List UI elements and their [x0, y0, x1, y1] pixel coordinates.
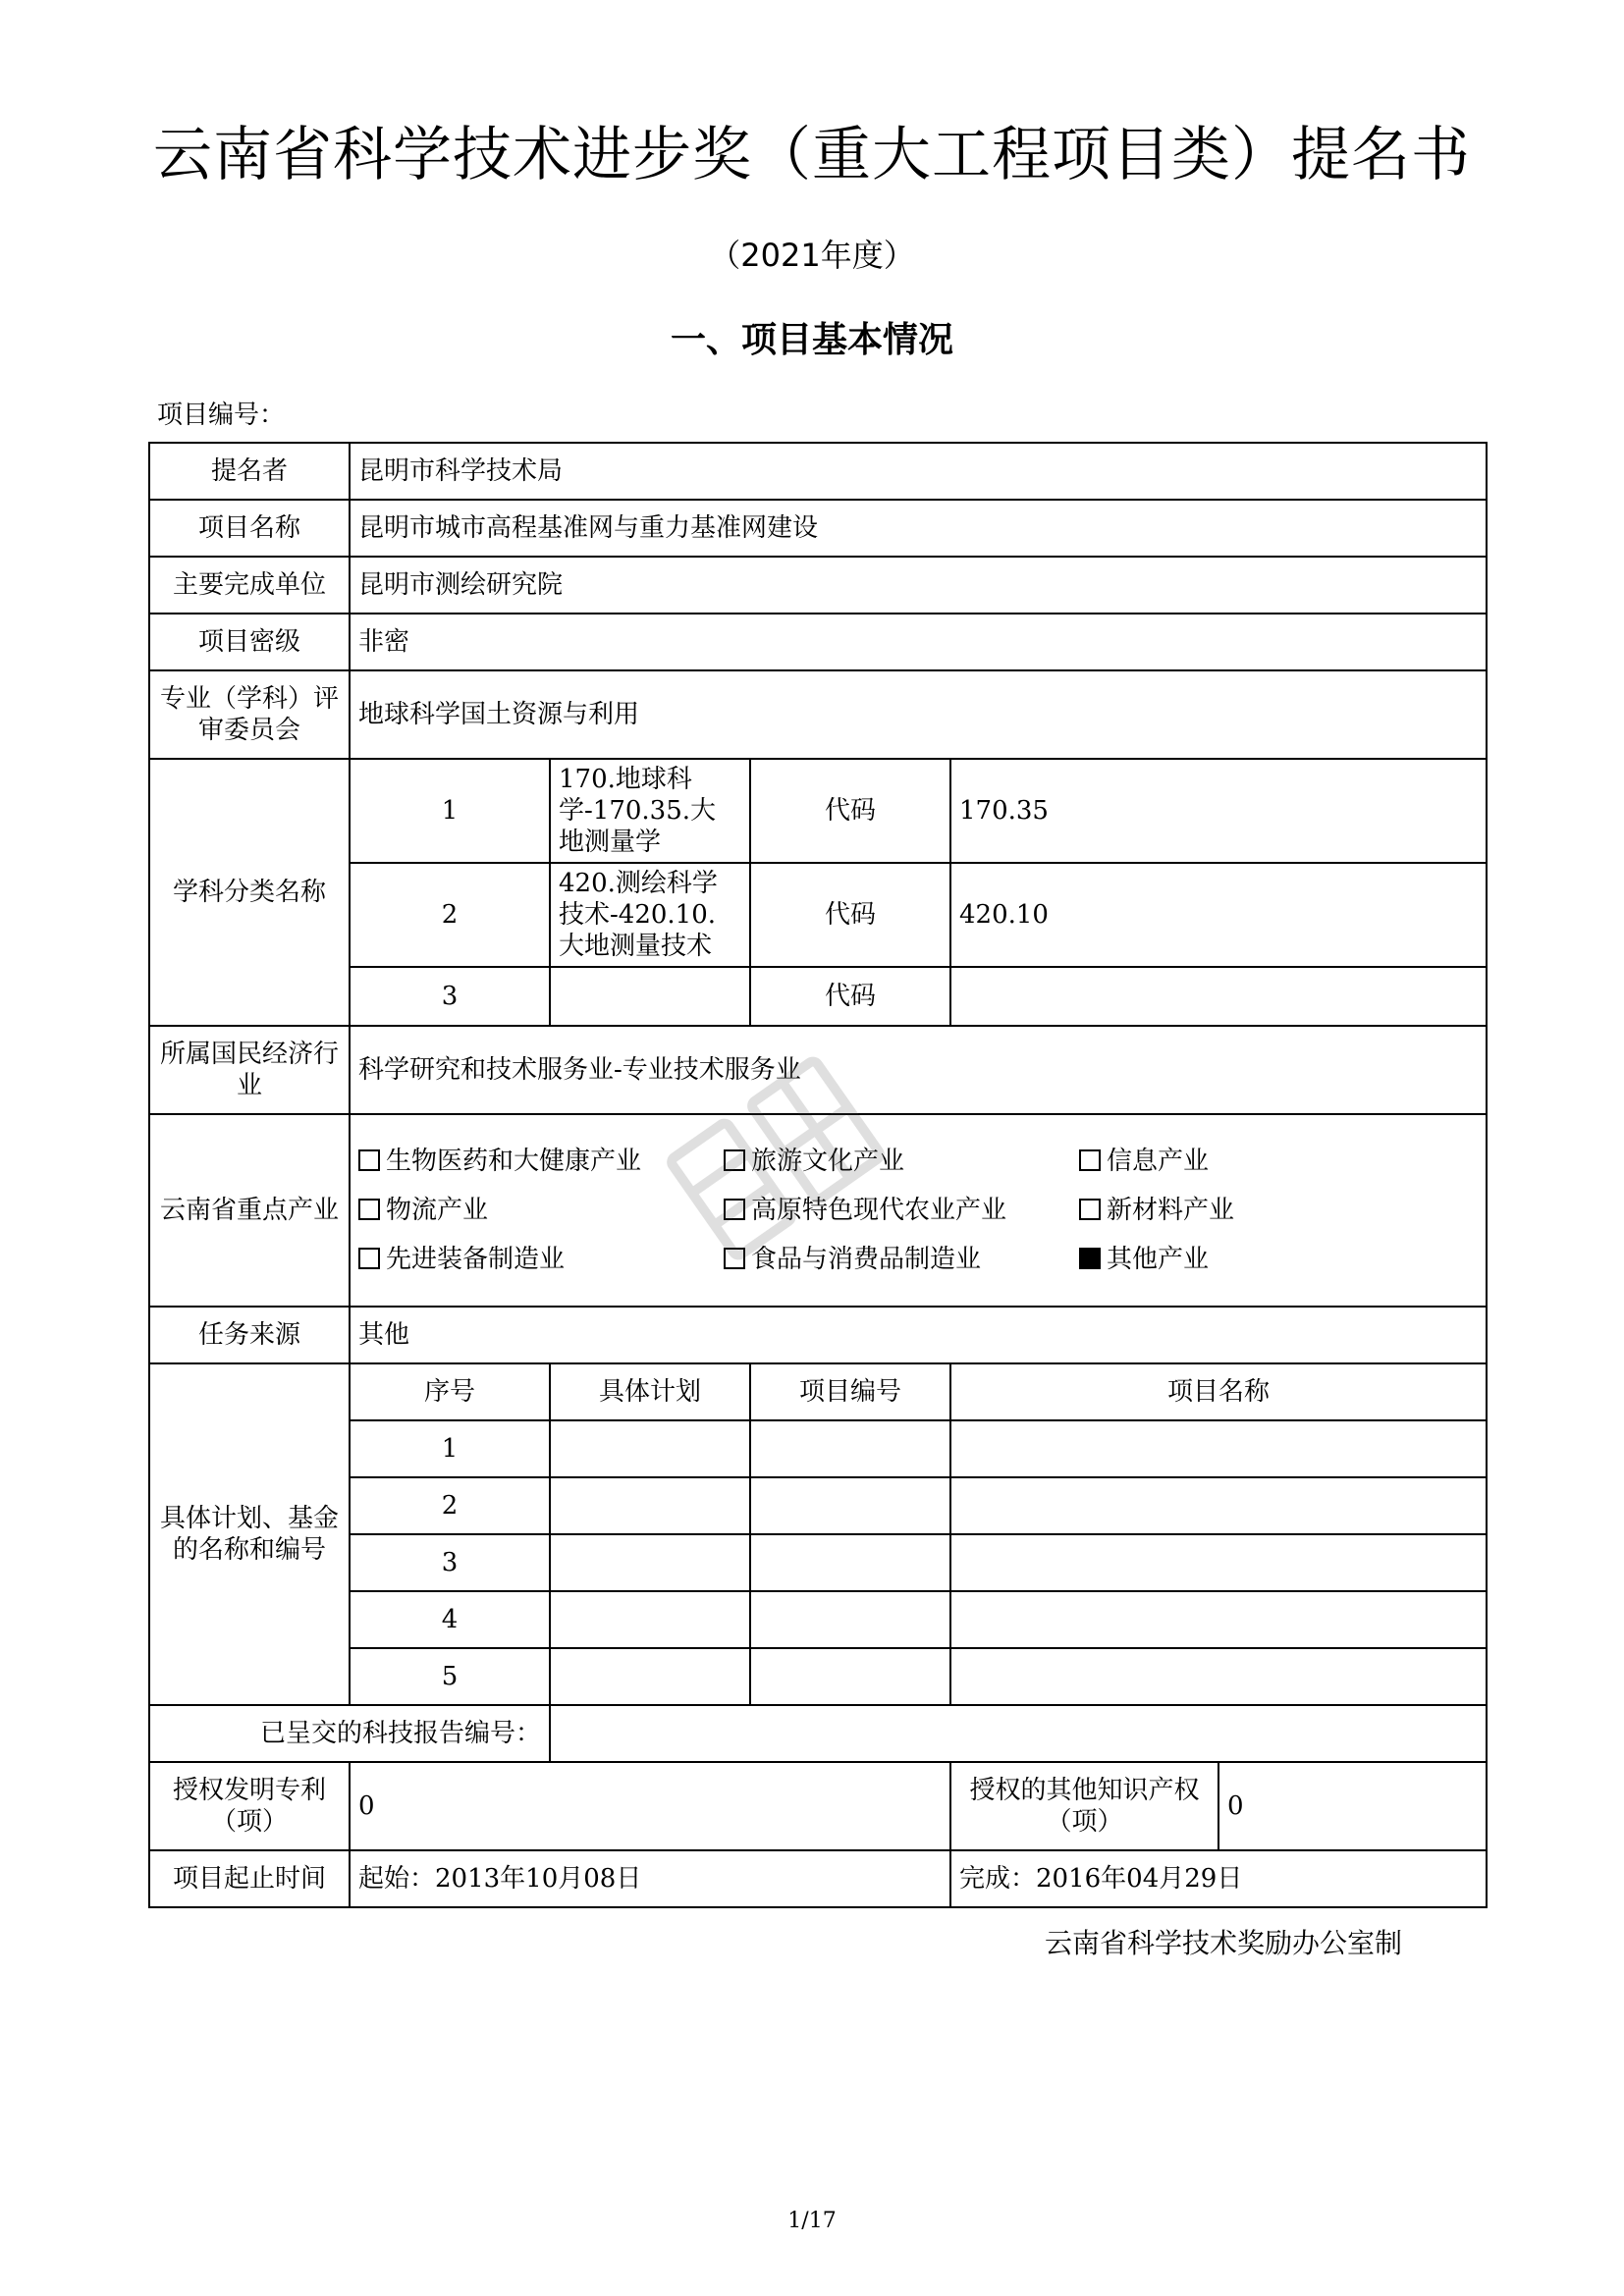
- discipline-name: 420.测绘科学技术-420.10.大地测量技术: [550, 863, 750, 967]
- committee-value: 地球科学国土资源与利用: [350, 670, 1487, 759]
- period-label: 项目起止时间: [149, 1850, 350, 1907]
- page-number: 1/17: [787, 2209, 837, 2233]
- discipline-code: 170.35: [950, 759, 1487, 863]
- plans-header-row: [149, 1363, 1487, 1420]
- project-number-label: 项目编号：: [157, 400, 286, 430]
- plans-row: [149, 1591, 1487, 1648]
- industry-label: 所属国民经济行业: [149, 1026, 350, 1114]
- committee-label: 专业（学科）评审委员会: [149, 670, 350, 759]
- plan-no: 4: [350, 1591, 550, 1648]
- row-main-unit: [149, 557, 1487, 614]
- industry-option[interactable]: 物流产业: [358, 1195, 724, 1226]
- task-source-label: 任务来源: [149, 1307, 350, 1363]
- checkbox-icon: [724, 1199, 745, 1220]
- row-nominator: [149, 443, 1487, 500]
- row-industry: [149, 1026, 1487, 1114]
- report-value: [550, 1705, 1487, 1762]
- checkbox-icon: [358, 1199, 380, 1220]
- document-title: 云南省科学技术进步奖（重大工程项目类）提名书: [153, 121, 1471, 189]
- discipline-code-label: 代码: [750, 863, 950, 967]
- discipline-code-label: 代码: [750, 967, 950, 1026]
- plan-no: 1: [350, 1420, 550, 1477]
- document-year: （2021年度）: [709, 237, 915, 274]
- row-task-source: [149, 1307, 1487, 1363]
- plan-project-name: [950, 1648, 1487, 1705]
- section-title: 一、项目基本情况: [670, 320, 953, 360]
- row-project-name: [149, 500, 1487, 557]
- task-source-value: 其他: [350, 1307, 1487, 1363]
- project-name-value: 昆明市城市高程基准网与重力基准网建设: [350, 500, 1487, 557]
- plans-header-cell: 具体计划: [550, 1363, 750, 1420]
- plans-row: [149, 1648, 1487, 1705]
- plan-project-name: [950, 1591, 1487, 1648]
- discipline-row: [149, 759, 1487, 863]
- industry-option[interactable]: 新材料产业: [1079, 1195, 1452, 1226]
- checkbox-checked-icon: [1079, 1248, 1101, 1269]
- discipline-row: [149, 863, 1487, 967]
- plans-row: [149, 1477, 1487, 1534]
- plans-row: [149, 1420, 1487, 1477]
- plan-no: 2: [350, 1477, 550, 1534]
- industry-value: 科学研究和技术服务业-专业技术服务业: [350, 1026, 1487, 1114]
- key-industry-options: [350, 1114, 1487, 1307]
- secrecy-label: 项目密级: [149, 614, 350, 670]
- key-industry-label: 云南省重点产业: [149, 1114, 350, 1307]
- industry-option[interactable]: 旅游文化产业: [724, 1146, 1079, 1177]
- discipline-name: [550, 967, 750, 1026]
- row-secrecy: [149, 614, 1487, 670]
- nominator-label: 提名者: [149, 443, 350, 500]
- checkbox-icon: [358, 1149, 380, 1171]
- plan-project-name: [950, 1420, 1487, 1477]
- row-patents: [149, 1762, 1487, 1850]
- discipline-code: [950, 967, 1487, 1026]
- checkbox-icon: [724, 1149, 745, 1171]
- plans-label: 具体计划、基金的名称和编号: [149, 1363, 350, 1705]
- plans-header-cell: 序号: [350, 1363, 550, 1420]
- industry-option[interactable]: 高原特色现代农业产业: [724, 1195, 1079, 1226]
- discipline-label: 学科分类名称: [149, 759, 350, 1026]
- other-ip-value: 0: [1218, 1762, 1487, 1850]
- plan-code: [750, 1477, 950, 1534]
- plan-code: [750, 1591, 950, 1648]
- report-label: 已呈交的科技报告编号：: [149, 1705, 550, 1762]
- industry-option[interactable]: 食品与消费品制造业: [724, 1244, 1079, 1275]
- project-name-label: 项目名称: [149, 500, 350, 557]
- plan-no: 3: [350, 1534, 550, 1591]
- main-unit-value: 昆明市测绘研究院: [350, 557, 1487, 614]
- secrecy-value: 非密: [350, 614, 1487, 670]
- plan-name: [550, 1534, 750, 1591]
- nominator-value: 昆明市科学技术局: [350, 443, 1487, 500]
- industry-option[interactable]: 先进装备制造业: [358, 1244, 724, 1275]
- plan-code: [750, 1420, 950, 1477]
- plans-row: [149, 1534, 1487, 1591]
- row-report: [149, 1705, 1487, 1762]
- discipline-no: 3: [350, 967, 550, 1026]
- industry-option[interactable]: 生物医药和大健康产业: [358, 1146, 724, 1177]
- plan-name: [550, 1477, 750, 1534]
- plan-code: [750, 1648, 950, 1705]
- plans-header-cell: 项目名称: [950, 1363, 1487, 1420]
- plan-code: [750, 1534, 950, 1591]
- row-committee: [149, 670, 1487, 759]
- discipline-row: [149, 967, 1487, 1026]
- checkbox-icon: [1079, 1199, 1101, 1220]
- other-ip-label: 授权的其他知识产权（项）: [950, 1762, 1218, 1850]
- plans-header-cell: 项目编号: [750, 1363, 950, 1420]
- checkbox-icon: [358, 1248, 380, 1269]
- plan-project-name: [950, 1477, 1487, 1534]
- checkbox-icon: [1079, 1149, 1101, 1171]
- plan-name: [550, 1648, 750, 1705]
- row-key-industry: [149, 1114, 1487, 1307]
- checkbox-icon: [724, 1248, 745, 1269]
- discipline-code-label: 代码: [750, 759, 950, 863]
- discipline-no: 1: [350, 759, 550, 863]
- project-basic-info-table: [148, 442, 1488, 1908]
- discipline-no: 2: [350, 863, 550, 967]
- invention-patent-value: 0: [350, 1762, 950, 1850]
- period-end: 完成：2016年04月29日: [950, 1850, 1487, 1907]
- industry-option[interactable]: 信息产业: [1079, 1146, 1452, 1177]
- period-start: 起始：2013年10月08日: [350, 1850, 950, 1907]
- main-unit-label: 主要完成单位: [149, 557, 350, 614]
- discipline-code: 420.10: [950, 863, 1487, 967]
- plan-name: [550, 1591, 750, 1648]
- discipline-name: 170.地球科学-170.35.大地测量学: [550, 759, 750, 863]
- plan-no: 5: [350, 1648, 550, 1705]
- industry-option[interactable]: 其他产业: [1079, 1244, 1452, 1275]
- plan-name: [550, 1420, 750, 1477]
- invention-patent-label: 授权发明专利（项）: [149, 1762, 350, 1850]
- plan-project-name: [950, 1534, 1487, 1591]
- row-period: [149, 1850, 1487, 1907]
- footer-organization: 云南省科学技术奖励办公室制: [1045, 1927, 1403, 1959]
